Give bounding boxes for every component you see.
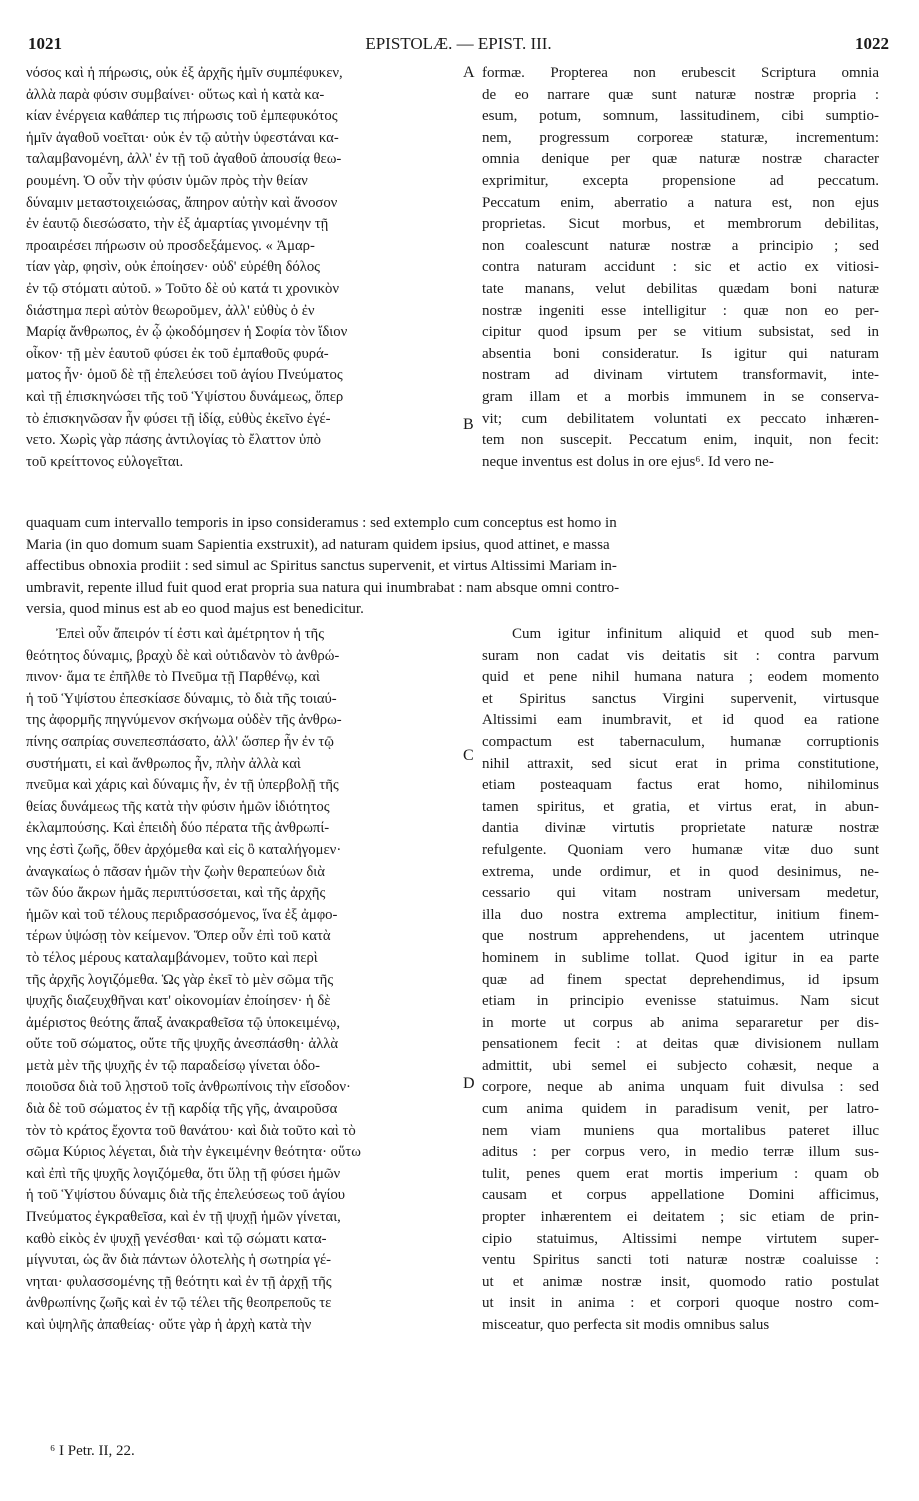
latin-column-bottom — [482, 624, 879, 1337]
text-line: ρουμένη. Ὁ οὖν τὴν φύσιν ὑμῶν πρὸς τὴν θείαν — [26, 172, 308, 189]
text-line: διὰ δὲ τοῦ σώματος ἐν τῇ καρδίᾳ τῆς γῆς, ἀναιροῦσα — [26, 1101, 338, 1118]
page-number-right: 1022 — [855, 34, 889, 53]
text-line: Πνεύματος ἐγκραθεῖσα, καὶ ἐν τῇ ψυχῇ ἡμῶν γίνεται, — [26, 1209, 341, 1226]
text-line: Μαρίᾳ ἄνθρωπος, ἐν ᾧ ᾠκοδόμησεν ἡ Σοφία τὸν ἴδιον — [26, 324, 348, 341]
text-line: tate manans, velut debilitas quædam boni naturæ — [482, 280, 879, 297]
text-line: νηται· φυλασσομένης τῇ θεότητι καὶ ἐν τῇ ἀρχῇ τῆς — [26, 1273, 332, 1290]
text-line: οὔτε τοῦ σώματος, οὔτε τῆς ψυχῆς ἀνεσπάσθη· ἀλλὰ — [26, 1036, 339, 1053]
text-line: et Spiritus sanctus Virgini supervenit, virtusque — [482, 690, 879, 707]
text-line: νης ἐστὶ ζωῆς, ὅθεν ἀρχόμεθα καὶ εἰς ὃ καταλήγομεν· — [26, 841, 342, 858]
footnote: ⁶ I Petr. II, 22. — [50, 1443, 135, 1459]
text-line: nostræ ingeniti esse intelligitur : quæ non eo per- — [482, 302, 879, 319]
latin-column-top — [482, 63, 879, 473]
section-marker-a: A — [463, 64, 475, 81]
text-line: compactum est tabernaculum, humanæ corruptionis — [482, 733, 879, 750]
text-line: πνεῦμα καὶ χάρις καὶ δύναμις ἦν, ἐν τῇ ὑπερβολῇ τῆς — [26, 777, 339, 794]
text-line: hominem in sublime tollat. Quod igitur in ea parte — [482, 949, 879, 966]
text-line: καὶ τῇ ἐπισκηνώσει τῆς τοῦ Ὑψίστου δυνάμεως, ὅπερ — [26, 388, 344, 405]
text-line: ἐκλαμπούσης. Καὶ ἐπειδὴ δύο πέρατα τῆς ἀνθρωπί- — [26, 820, 330, 837]
text-line: affectibus obnoxia prodiit : sed simul ac Spiritus sanctus supervenit, et virtus Altissimi Mariam in- — [26, 558, 617, 575]
text-line: νετο. Χωρὶς γὰρ πάσης ἀντιλογίας τὸ ἔλαττον ὑπὸ — [26, 432, 322, 449]
text-line: corpore, neque ab anima unquam fuit divulsa : sed — [482, 1079, 879, 1096]
text-line: καὶ ἐπὶ τῆς ψυχῆς λογιζόμεθα, ὅτι ὕλῃ τῇ φύσει ἡμῶν — [26, 1165, 341, 1182]
text-line: refulgente. Quoniam vero humanæ vitæ duo sunt — [482, 841, 879, 858]
text-line: omnia denique per quæ naturæ nostræ character — [482, 151, 879, 168]
text-line: aditus : per corpus vero, in medio terræ illum sus- — [482, 1144, 879, 1161]
page-header — [28, 34, 889, 58]
text-line: μίγνυται, ὡς ἂν διὰ πάντων ὁλοτελὴς ἡ σωτηρία γέ- — [26, 1252, 332, 1269]
text-line: ποιοῦσα διὰ τοῦ λῃστοῦ τοῖς ἀνθρωπίνοις τὴν εἴσοδον· — [26, 1079, 351, 1096]
text-line: ἐν τῷ στόματι αὐτοῦ. » Τοῦτο δὲ οὐ κατά τι χρονικὸν — [26, 280, 340, 297]
text-line: misceatur, quo perfecta sit modis omnibus salus — [482, 1317, 770, 1333]
text-line: ἡ τοῦ Ὑψίστου δύναμις διὰ τῆς ἐπελεύσεως τοῦ ἁγίου — [26, 1187, 346, 1204]
text-line: Ἐπεὶ οὖν ἄπειρόν τί ἐστι καὶ ἀμέτρητον ἡ τῆς — [56, 626, 325, 642]
text-line: ut insit in anima : et corpori quoque nostro com- — [482, 1295, 879, 1312]
text-line: quaquam cum intervallo temporis in ipso consideramus : sed extemplo cum conceptus est homo in — [26, 515, 617, 531]
text-line: συστήματι, εἰ καὶ ἄνθρωπος ἦν, πλὴν ἀλλὰ καὶ — [26, 755, 301, 772]
text-line: cipio statuimus, Altissimi nempe virtutem super- — [482, 1230, 879, 1247]
text-line: nihil attraxit, sed sicut erat in prima constitutione, — [482, 755, 879, 772]
text-line: neque inventus est dolus in ore ejus⁶. Id vero ne- — [482, 453, 774, 470]
section-marker-c: C — [463, 747, 474, 764]
text-line: μετὰ μὲν τῆς ψυχῆς ἐν τῷ παραδείσῳ γίνεται ὁδο- — [26, 1057, 321, 1074]
text-line: de eo narrare quæ sunt naturæ nostræ propria : — [482, 86, 879, 103]
text-line: esum, potum, somnum, lassitudinem, cibi sumptio- — [482, 108, 879, 125]
text-line: θεότητος δύναμις, βραχὺ δὲ καὶ οὐτιδανὸν τὸ ἀνθρώ- — [26, 647, 340, 664]
text-line: ἀμέριστος θεότης ἅπαξ ἀνακραθεῖσα τῷ ὑποκειμένῳ, — [26, 1014, 341, 1031]
text-line: καθὸ εἰκὸς ἐν ψυχῇ γενέσθαι· καὶ τῷ σώματι κατα- — [26, 1230, 327, 1247]
text-line: etiam in principio evenisse statuimus. Nam sicut — [482, 993, 879, 1010]
text-line: suram non cadat vis deitatis sit : contra parvum — [482, 647, 879, 664]
text-line: umbravit, repente illud fuit quod erat propria sua natura qui inumbrabat : nam absque omni contro- — [26, 579, 620, 596]
text-line: tem non suscepit. Peccatum enim, inquit, non fecit: — [482, 432, 879, 449]
text-line: τὸ ἐπισκηνῶσαν ἦν φύσει τῇ ἰδίᾳ, εὐθὺς ἐκεῖνο ἐγέ- — [26, 410, 331, 427]
section-marker-d: D — [463, 1075, 475, 1092]
text-line: exprimitur, excepta propensione ad peccatum. — [482, 172, 879, 189]
text-line: dantia divinæ virtutis proprietate naturæ nostræ — [482, 820, 879, 837]
text-line: contra naturam accidunt : sic et actio ex vitiosi- — [482, 259, 879, 276]
greek-column-bottom — [26, 624, 459, 1337]
text-line: ἀνθρωπίνης ζωῆς καὶ ἐν τῷ τέλει τῆς θεοπρεποῦς τε — [26, 1295, 332, 1312]
text-line: versia, quod minus est ab eo quod majus est benedicitur. — [26, 601, 364, 618]
text-line: pensationem fecit : at deitas quæ divisionem nullam — [482, 1036, 879, 1053]
text-line: extrema, unde ordimur, et in quod desinimus, ne- — [482, 863, 879, 880]
text-line: τίαν γὰρ, φησὶν, οὐκ ἐποίησεν· οὐδ' εὑρέθη δόλος — [26, 259, 320, 276]
text-line: gram illam et a morbis immunem in se conserva- — [482, 388, 879, 405]
text-line: της ἀφορμῆς πηγνύμενον σκήνωμα οὐδὲν τῆς ἀνθρω- — [26, 712, 342, 729]
text-line: etiam posteaquam factus erat homo, nihilominus — [482, 777, 879, 794]
text-line: κίαν ἐνέργεια καθάπερ τις πήρωσις τοῦ ἐμπεφυκότος — [26, 108, 338, 125]
text-line: propter inhærentem ei deitatem ; sic etiam de prin- — [482, 1209, 879, 1226]
text-line: τὸν τὸ κράτος ἔχοντα τοῦ θανάτου· καὶ διὰ τοῦτο καὶ τὸ — [26, 1122, 356, 1139]
text-line: absentia boni consideratur. Is igitur qui naturam — [482, 345, 879, 362]
text-line: cipitur quod ipsum per se vitium subsistat, sed in — [482, 324, 879, 341]
text-line: πινον· ἅμα τε ἐπῆλθε τὸ Πνεῦμα τῇ Παρθένῳ, καὶ — [26, 669, 321, 686]
text-line: ἡμῖν ἀγαθοῦ νοεῖται· οὐκ ἐν τῷ αὐτὴν ὑφεστάναι κα- — [26, 129, 339, 146]
text-line: νόσος καὶ ἡ πήρωσις, οὐκ ἐξ ἀρχῆς ἡμῖν συμπέφυκεν, — [26, 65, 343, 81]
text-line: ventu Spiritus sancti toti naturæ nostræ coaluisse : — [482, 1252, 879, 1269]
text-line: πίνης σαπρίας συνεπεσπάσατο, ἀλλ' ὥσπερ ἦν ἐν τῷ — [26, 733, 334, 750]
text-line: προαιρέσει πήρωσιν οὐ προσδεξάμενος. « Ἁμαρ- — [26, 237, 315, 254]
text-line: formæ. Propterea non erubescit Scriptura omnia — [482, 65, 879, 81]
text-line: ματος ἦν· ὁμοῦ δὲ τῇ ἐπελεύσει τοῦ ἁγίου Πνεύματος — [26, 367, 343, 384]
text-line: vit; cum debilitatem voluntati ex peccato inhæren- — [482, 410, 879, 427]
text-line: τῆς ἀρχῆς λογιζόμεθα. Ὡς γὰρ ἐκεῖ τὸ μὲν σῶμα τῆς — [26, 971, 334, 988]
text-line: quid et pene nihil humana natura ; eodem momento — [482, 669, 879, 686]
text-line: ἡμῶν καὶ τοῦ τέλους περιδρασσόμενος, ἵνα ἐξ ἀμφο- — [26, 906, 338, 923]
section-marker-b: B — [463, 416, 474, 433]
text-line: Peccatum enim, aberratio a natura est, non ejus — [482, 194, 879, 211]
text-line: ἐν ἑαυτῷ διεσώσατο, τὴν ἐξ ἁμαρτίας γινομένην τῇ — [26, 216, 329, 233]
text-line: quæ ad finem spectat deprehendimus, id ipsum — [482, 971, 879, 988]
text-line: διάστημα περὶ αὐτὸν θεωροῦμεν, ἀλλ' εὐθὺς ὁ ἐν — [26, 302, 315, 319]
text-line: illa duo nostra extrema amplectitur, initium finem- — [482, 906, 879, 923]
page-number-left: 1021 — [28, 34, 62, 53]
greek-column-top — [26, 63, 459, 473]
text-line: ut et animæ nostræ insit, quomodo ratio postulat — [482, 1273, 879, 1290]
text-line: Maria (in quo domum suam Sapientia exstruxit), ad naturam quidem ipsius, quod attinet, e massa — [26, 536, 610, 553]
text-line: que nostrum apprehendens, ut jacentem utrinque — [482, 928, 879, 945]
latin-full-width-paragraph — [26, 513, 879, 621]
text-line: δύναμιν μεταστοιχειώσας, ἄπηρον αὐτὴν καὶ ἄνοσον — [26, 194, 338, 211]
text-line: οἶκον· τῇ μὲν ἑαυτοῦ φύσει ἐκ τοῦ ἐμπαθοῦς φυρά- — [26, 345, 329, 362]
text-line: ἡ τοῦ Ὑψίστου ἐπεσκίασε δύναμις, τὸ διὰ τῆς τοιαύ- — [26, 690, 337, 707]
text-line: nem viam muniens qua mortalibus pateret illuc — [482, 1122, 879, 1139]
text-line: tamen spiritus, et gratia, et virtus erat, in abun- — [482, 798, 879, 815]
text-line: σῶμα Κύριος λέγεται, διὰ τὴν ἐγκειμένην θεότητα· οὕτω — [26, 1144, 361, 1161]
text-line: nostram ad divinam virtutem transformavit, inte- — [482, 367, 879, 384]
text-line: non coalescunt naturæ nostræ a principio ; sed — [482, 237, 879, 254]
text-line: τέρων ὑψώσῃ τὸν κείμενον. Ὅπερ οὖν ἐπὶ τοῦ κατὰ — [26, 928, 331, 945]
text-line: admittit, ubi semel ei subjecto cohæsit, neque a — [482, 1057, 879, 1074]
text-line: cessario qui vitam nostram universam medetur, — [482, 885, 879, 902]
text-line: in morte ut corpus ab anima separaretur per dis- — [482, 1014, 879, 1031]
text-line: proprietas. Sicut morbus, et membrorum debilitas, — [482, 216, 879, 233]
text-line: τῶν δύο ἄκρων ἡμᾶς περιπτύσσεται, καὶ τῆς ἀρχῆς — [26, 885, 326, 902]
text-line: tulit, penes quem erat mortis imperium : quam ob — [482, 1165, 879, 1182]
text-line: Altissimi eam inumbravit, et id quod ea ratione — [482, 712, 879, 729]
text-line: θείας δυνάμεως τῆς κατὰ τὴν φύσιν ἡμῶν ἰδιότητος — [26, 798, 330, 815]
text-line: Cum igitur infinitum aliquid et quod sub men- — [512, 626, 879, 642]
text-line: καὶ ὑψηλῆς ἀπαθείας· οὔτε γὰρ ἡ ἀρχὴ κατὰ τὴν — [26, 1317, 312, 1333]
text-line: ἀλλὰ παρὰ φύσιν συμβαίνει· οὕτως καὶ ἡ κατὰ κα- — [26, 86, 325, 103]
text-line: τὸ τέλος μέρους καταλαμβάνομεν, τοῦτο καὶ περὶ — [26, 949, 318, 966]
text-line: causam et corpus appellatione Domini afficimus, — [482, 1187, 879, 1204]
text-line: cum anima quidem in paradisum venit, per latro- — [482, 1101, 879, 1118]
text-line: ψυχῆς διαζευχθῆναι κατ' οἰκονομίαν ἐποίησεν· ἡ δὲ — [26, 993, 331, 1010]
text-line: ἀναγκαίως ὁ πᾶσαν ἡμῶν τὴν ζωὴν θεραπεύων διὰ — [26, 863, 325, 880]
running-title: EPISTOLÆ. — EPIST. III. — [365, 34, 552, 53]
text-line: ταλαμβανομένη, ἀλλ' ἐν τῇ τοῦ ἀγαθοῦ ἀπουσίᾳ θεω- — [26, 151, 342, 168]
text-line: τοῦ κρείττονος εὐλογεῖται. — [26, 453, 184, 470]
text-line: nem, progressum corporeæ staturæ, incrementum: — [482, 129, 879, 146]
